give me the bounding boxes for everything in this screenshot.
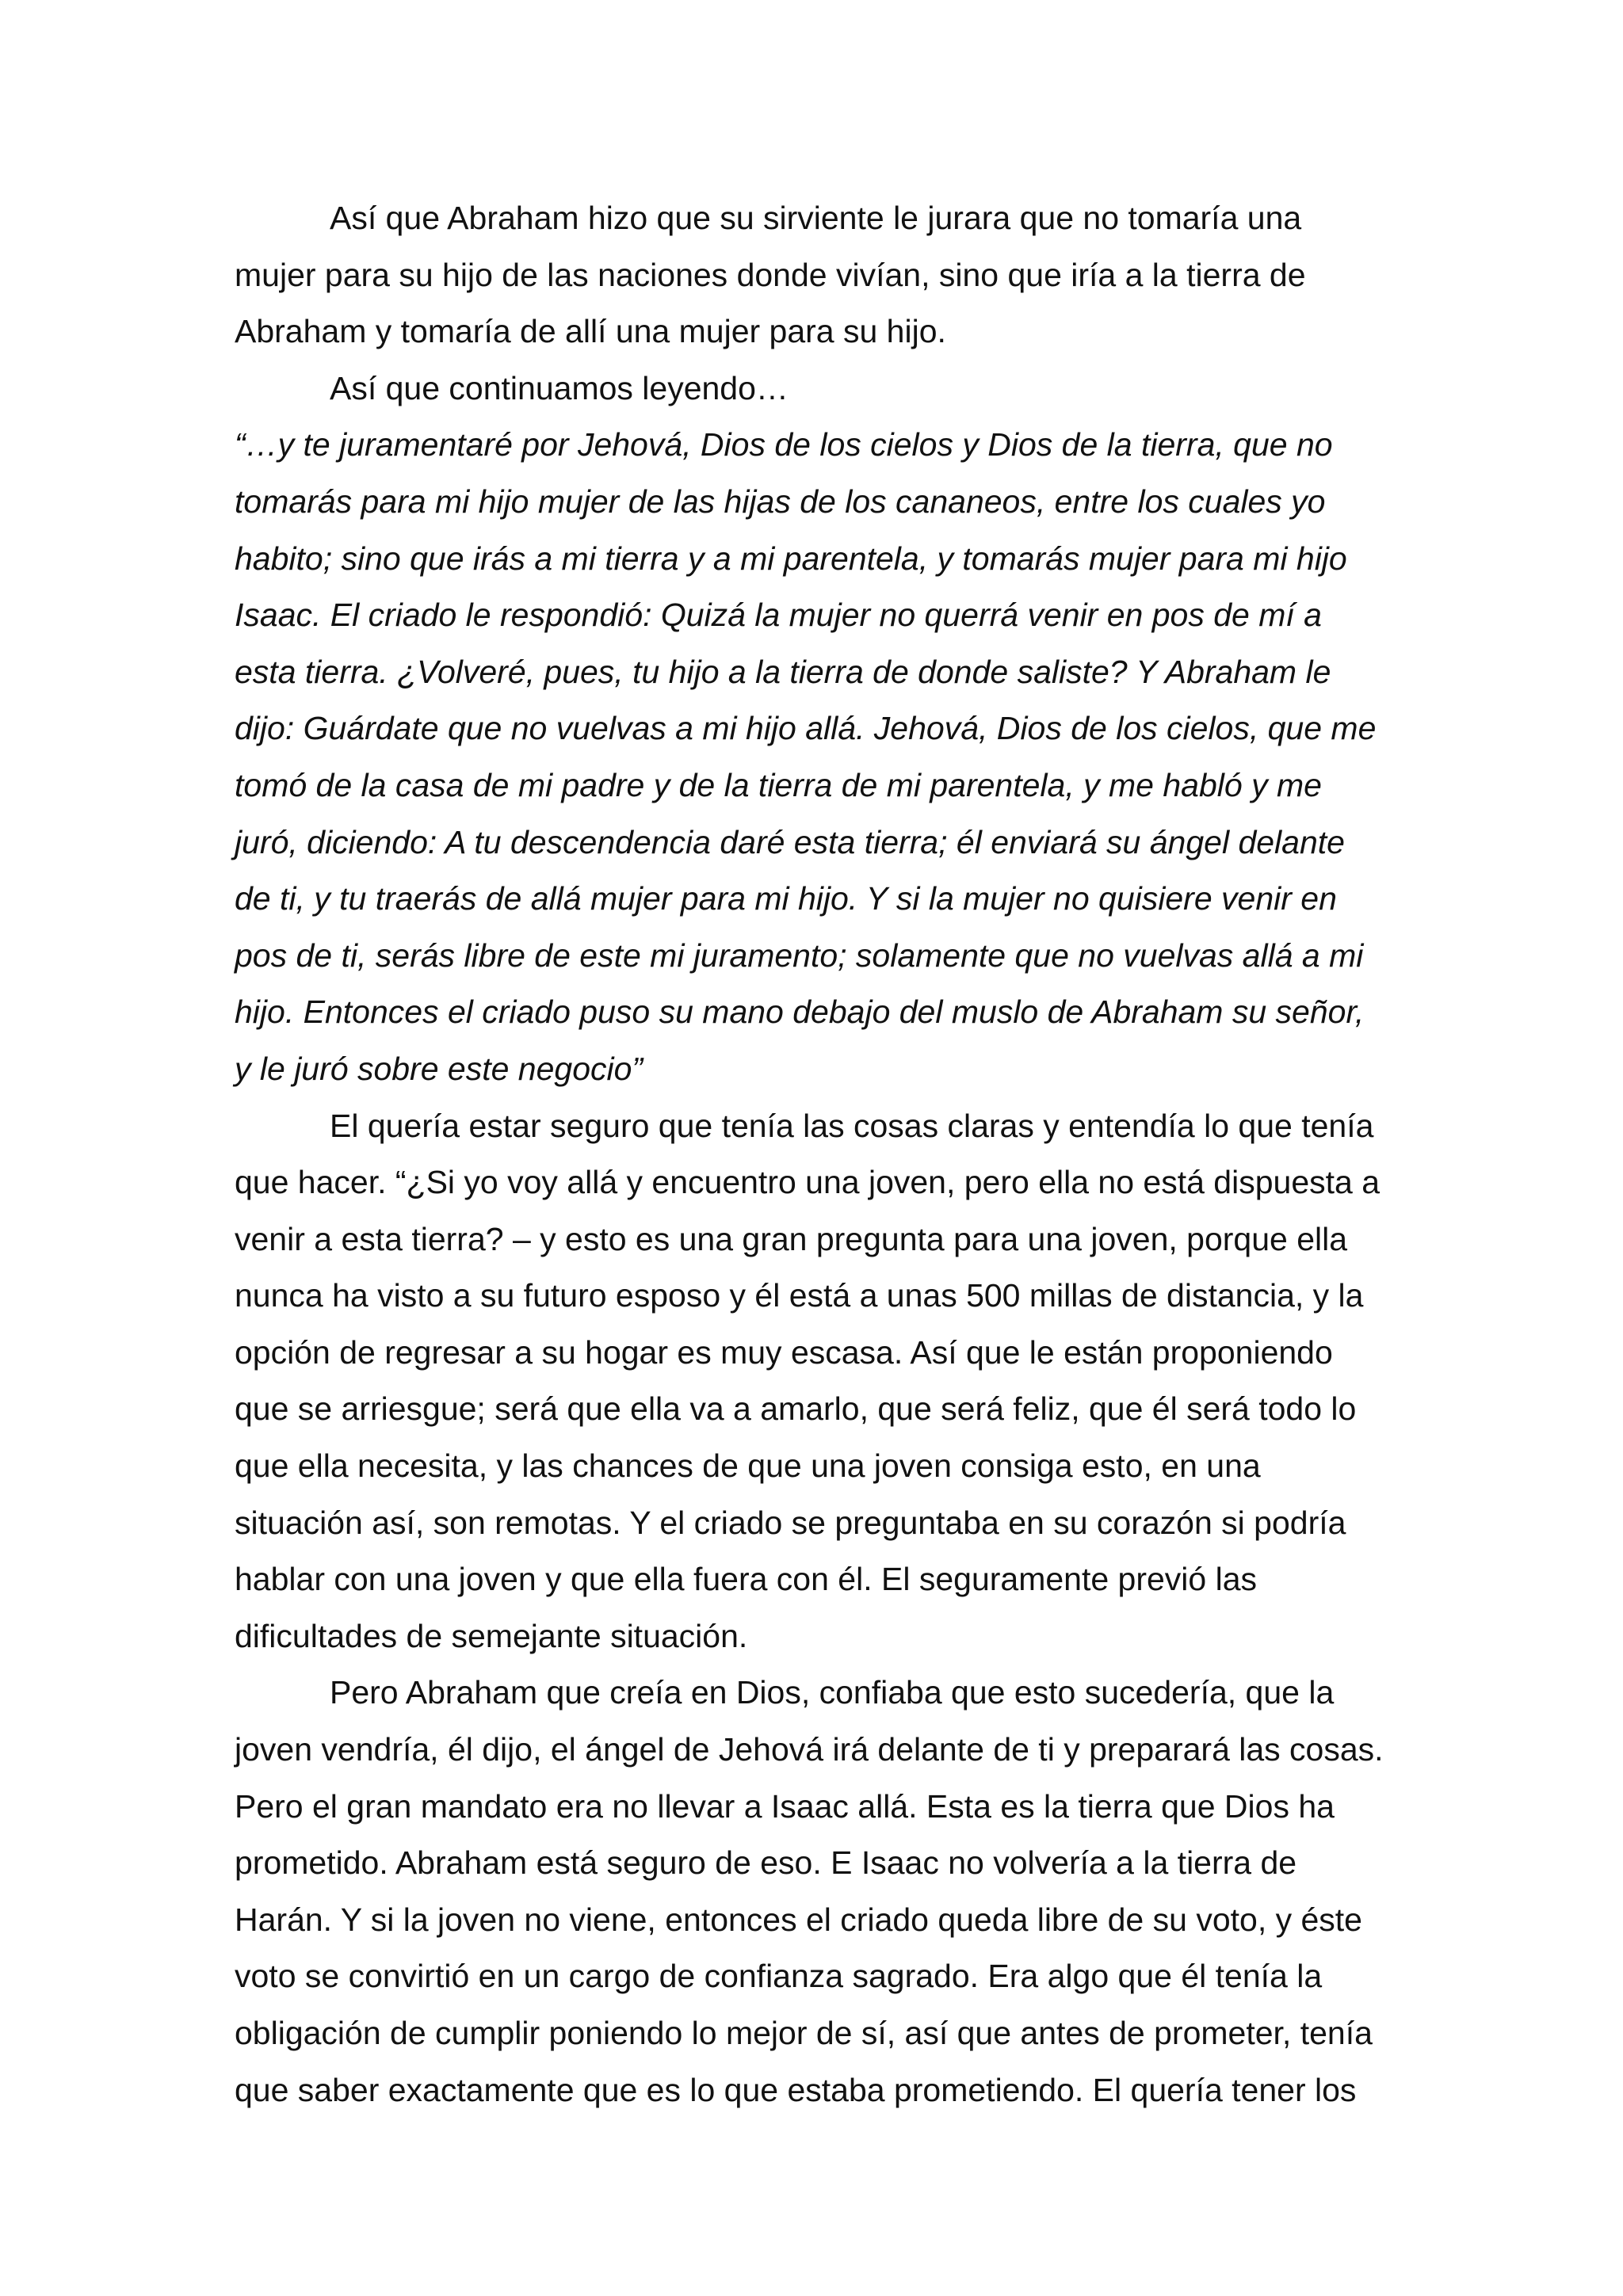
text-line: Pero Abraham que creía en Dios, confiaba que esto sucedería, que la: [330, 1674, 1335, 1711]
paragraph: [235, 190, 1407, 360]
paragraph: [235, 1098, 1407, 1665]
text-line: tomarás para mi hijo mujer de las hijas de los cananeos, entre los cuales yo: [235, 482, 1326, 520]
text-line: y le juró sobre este negocio”: [235, 1050, 643, 1087]
text-line: esta tierra. ¿Volveré, pues, tu hijo a la tierra de donde saliste? Y Abraham le: [235, 653, 1331, 690]
text-line: hijo. Entonces el criado puso su mano debajo del muslo de Abraham su señor,: [235, 994, 1365, 1031]
text-line: hablar con una joven y que ella fuera con él. El seguramente previó las: [235, 1561, 1258, 1598]
text-line: Abraham y tomaría de allí una mujer para su hijo.: [235, 313, 946, 350]
document-body: [235, 190, 1407, 2119]
text-line: que hacer. “¿Si yo voy allá y encuentro una joven, pero ella no está dispuesta a: [235, 1164, 1381, 1201]
paragraph: [235, 1665, 1407, 2119]
text-line: “…y te juramentaré por Jehová, Dios de los cielos y Dios de la tierra, que no: [235, 426, 1333, 463]
quoted-passage: [235, 417, 1407, 1097]
text-line: Harán. Y si la joven no viene, entonces el criado queda libre de su voto, y éste: [235, 1901, 1362, 1938]
text-line: Así que Abraham hizo que su sirviente le jurara que no tomaría una: [330, 200, 1302, 236]
text-line: nunca ha visto a su futuro esposo y él está a unas 500 millas de distancia, y la: [235, 1277, 1364, 1314]
text-line: obligación de cumplir poniendo lo mejor de sí, así que antes de prometer, tenía: [235, 2015, 1373, 2051]
text-line: Pero el gran mandato era no llevar a Isaac allá. Esta es la tierra que Dios ha: [235, 1787, 1335, 1825]
text-line: habito; sino que irás a mi tierra y a mi parentela, y tomarás mujer para mi hijo: [235, 540, 1347, 577]
text-line: El quería estar seguro que tenía las cosas claras y entendía lo que tenía: [330, 1107, 1374, 1144]
text-line: mujer para su hijo de las naciones donde vivían, sino que iría a la tierra de: [235, 256, 1306, 293]
text-line: Isaac. El criado le respondió: Quizá la mujer no querrá venir en pos de mí a: [235, 597, 1322, 634]
text-line: juró, diciendo: A tu descendencia daré esta tierra; él enviará su ángel delante: [235, 823, 1345, 860]
paragraph: [235, 360, 1407, 418]
text-line: dificultades de semejante situación.: [235, 1617, 748, 1654]
text-line: joven vendría, él dijo, el ángel de Jehová irá delante de ti y preparará las cosas.: [235, 1731, 1384, 1768]
text-line: que ella necesita, y las chances de que una joven consiga esto, en una: [235, 1447, 1261, 1485]
text-line: opción de regresar a su hogar es muy escasa. Así que le están proponiendo: [235, 1333, 1333, 1371]
text-line: prometido. Abraham está seguro de eso. E Isaac no volvería a la tierra de: [235, 1844, 1297, 1882]
text-line: situación así, son remotas. Y el criado se preguntaba en su corazón si podría: [235, 1504, 1346, 1541]
text-line: de ti, y tu traerás de allá mujer para mi hijo. Y si la mujer no quisiere venir en: [235, 880, 1337, 917]
text-line: que saber exactamente que es lo que estaba prometiendo. El quería tener los: [235, 2071, 1357, 2108]
text-line: tomó de la casa de mi padre y de la tierra de mi parentela, y me habló y me: [235, 766, 1322, 803]
text-line: Así que continuamos leyendo…: [330, 369, 789, 406]
text-line: dijo: Guárdate que no vuelvas a mi hijo allá. Jehová, Dios de los cielos, que me: [235, 710, 1377, 747]
text-line: venir a esta tierra? – y esto es una gran pregunta para una joven, porque ella: [235, 1220, 1348, 1257]
text-line: pos de ti, serás libre de este mi juramento; solamente que no vuelvas allá a mi: [235, 936, 1364, 974]
text-line: voto se convirtió en un cargo de confianza sagrado. Era algo que él tenía la: [235, 1958, 1323, 1995]
text-line: que se arriesgue; será que ella va a amarlo, que será feliz, que él será todo lo: [235, 1390, 1357, 1428]
